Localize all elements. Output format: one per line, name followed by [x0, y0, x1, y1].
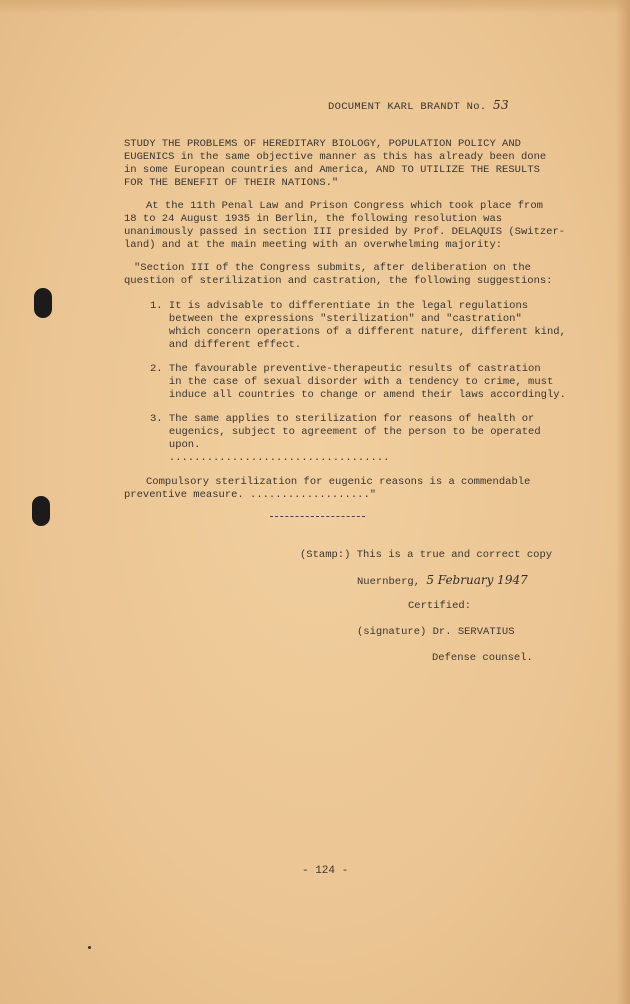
section-divider	[270, 516, 365, 517]
stray-mark	[88, 946, 91, 949]
list-item-line: upon.	[150, 439, 201, 451]
quote-line: question of sterilization and castration, the following suggestions:	[124, 275, 553, 287]
certification-date: 5 February 1947	[426, 573, 528, 587]
list-item-line: which concern operations of a different nature, different kind,	[150, 326, 566, 338]
list-item-line: 2. The favourable preventive-therapeutic results of castration	[150, 363, 541, 375]
intro-line: STUDY THE PROBLEMS OF HEREDITARY BIOLOGY, POPULATION POLICY AND	[124, 138, 521, 150]
ellipsis-line: ...................................	[150, 452, 390, 464]
place-date-line	[357, 574, 528, 589]
document-label: DOCUMENT KARL BRANDT No.	[328, 101, 487, 113]
intro-line: in some European countries and America, AND TO UTILIZE THE RESULTS	[124, 164, 540, 176]
document-header	[328, 99, 509, 114]
intro-line: FOR THE BENEFIT OF THEIR NATIONS."	[124, 177, 339, 189]
page-edge-top	[0, 0, 630, 14]
list-item-line: 3. The same applies to sterilization for reasons of health or	[150, 413, 535, 425]
paragraph-line: 18 to 24 August 1935 in Berlin, the following resolution was	[124, 213, 503, 225]
paragraph-line: land) and at the main meeting with an overwhelming majority:	[124, 239, 503, 251]
role-line: Defense counsel.	[432, 652, 533, 664]
certified-label: Certified:	[408, 600, 472, 612]
page-edge-right	[616, 0, 630, 1004]
punch-hole-upper	[34, 288, 52, 318]
list-item-line: and different effect.	[150, 339, 302, 351]
list-item-line: 1. It is advisable to differentiate in the legal regulations	[150, 300, 529, 312]
document-number: 53	[493, 98, 509, 112]
list-item-line: induce all countries to change or amend their laws accordingly.	[150, 389, 566, 401]
paragraph-line: At the 11th Penal Law and Prison Congress which took place from	[146, 200, 543, 212]
closing-line: Compulsory sterilization for eugenic reasons is a commendable	[146, 476, 531, 488]
stamp-line: (Stamp:) This is a true and correct copy	[300, 549, 553, 561]
intro-line: EUGENICS in the same objective manner as this has already been done	[124, 151, 547, 163]
list-item-line: between the expressions "sterilization" and "castration"	[150, 313, 522, 325]
quote-line: "Section III of the Congress submits, after deliberation on the	[134, 262, 531, 274]
punch-hole-lower	[32, 496, 50, 526]
paragraph-line: unanimously passed in section III presided by Prof. DELAQUIS (Switzer-	[124, 226, 566, 238]
signature-line: (signature) Dr. SERVATIUS	[357, 626, 515, 638]
list-item-line: eugenics, subject to agreement of the person to be operated	[150, 426, 541, 438]
place: Nuernberg,	[357, 576, 421, 588]
list-item-line: in the case of sexual disorder with a tendency to crime, must	[150, 376, 554, 388]
closing-line: preventive measure. ..................."	[124, 489, 377, 501]
page-number: - 124 -	[302, 865, 349, 877]
